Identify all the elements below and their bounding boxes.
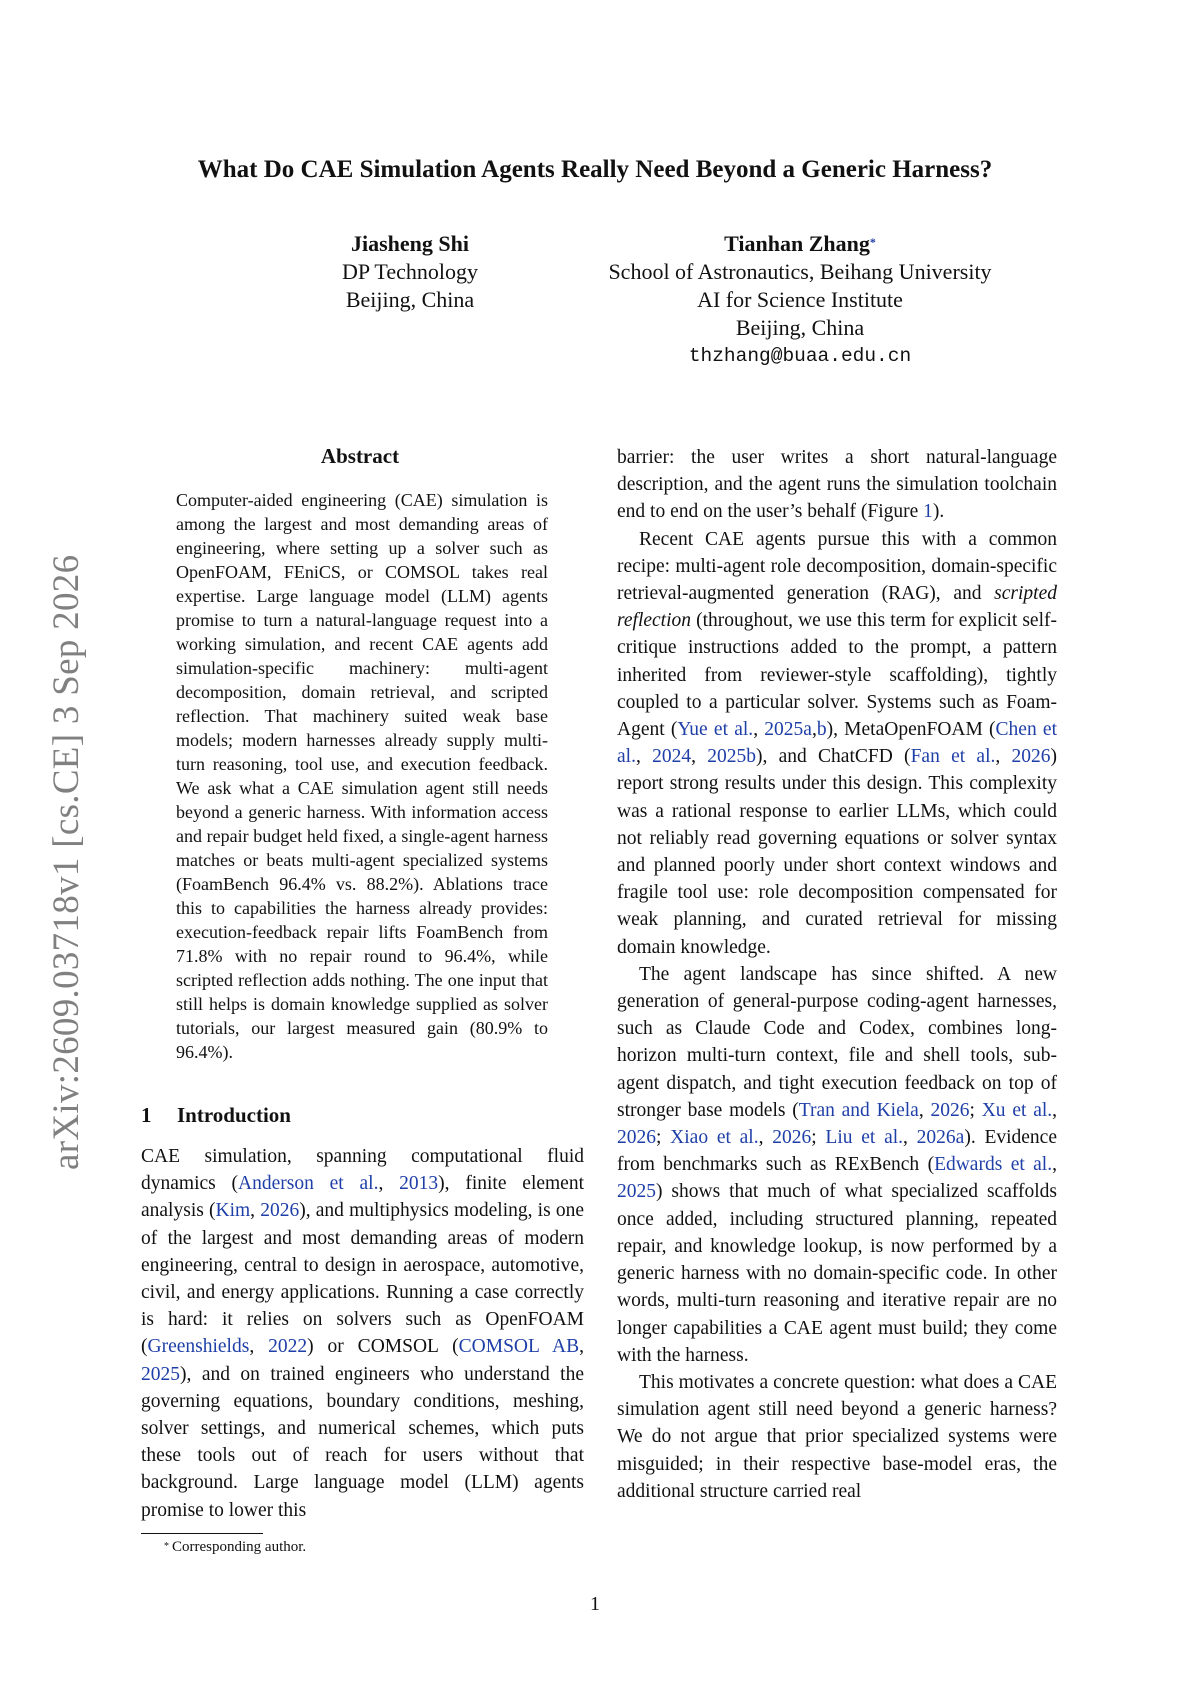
citation-link[interactable]: Yue et al. xyxy=(677,719,754,741)
section-number: 1 xyxy=(141,1103,152,1127)
footnote-mark: * xyxy=(164,1541,169,1552)
corresponding-author-mark[interactable]: * xyxy=(869,235,876,249)
citation-link[interactable]: Anderson et al. xyxy=(238,1173,379,1195)
footnote-text: Corresponding author. xyxy=(172,1539,307,1555)
text-run: ). xyxy=(932,501,945,523)
footnote xyxy=(164,1537,306,1557)
citation-link[interactable]: 2013 xyxy=(399,1173,439,1195)
right-column-text xyxy=(617,444,1057,1505)
citation-link[interactable]: 2025 xyxy=(617,1181,656,1203)
section-title: Introduction xyxy=(177,1103,291,1127)
emphasized-term: scripted reflection xyxy=(617,583,1057,632)
citation-link[interactable]: 2025 xyxy=(141,1363,180,1385)
intro-paragraph xyxy=(141,1143,584,1524)
author-block-1 xyxy=(290,230,530,314)
citation-link[interactable]: Edwards et al. xyxy=(934,1154,1053,1176)
citation-link[interactable]: Chen et al. xyxy=(617,719,1058,768)
paper-title: What Do CAE Simulation Agents Really Need Beyond a Generic Harness? xyxy=(197,156,993,183)
text-run: ). Evidence from benchmarks such as RExBench ( xyxy=(617,1127,1057,1176)
text-run: ; xyxy=(969,1099,982,1121)
text-run: , xyxy=(753,719,765,741)
citation-link[interactable]: Fan et al. xyxy=(910,746,996,768)
author-affiliation: AI for Science Institute xyxy=(697,287,903,312)
citation-link[interactable]: Kim xyxy=(215,1200,251,1222)
text-run: , xyxy=(691,746,708,768)
author-location: Beijing, China xyxy=(345,287,475,312)
text-run: ), and ChatCFD ( xyxy=(755,746,911,768)
text-run: , xyxy=(903,1127,917,1149)
text-run: , xyxy=(579,1336,584,1358)
text-run: barrier: the user writes a short natural-language description, and the agent runs the simulation toolchain end to end on the user’s behalf (Figure xyxy=(617,447,1057,523)
text-run: , xyxy=(635,746,653,768)
citation-link[interactable]: 2026 xyxy=(772,1127,812,1149)
text-run: , xyxy=(1052,1154,1057,1176)
text-run: ), and multiphysics modeling, is one of the largest and most demanding areas of modern engineering, central to design in aerospace, automotive, civil, and energy applications. Running a case correctly is hard: it relies on solvers such as OpenFOAM ( xyxy=(141,1200,585,1358)
text-run: , xyxy=(378,1173,400,1195)
citation-link[interactable]: 2026 xyxy=(1011,746,1051,768)
citation-link[interactable]: Liu et al. xyxy=(825,1127,904,1149)
citation-link[interactable]: 2024 xyxy=(652,746,692,768)
citation-link[interactable]: 2025b xyxy=(707,746,756,768)
arxiv-identifier-sidebar: arXiv:2609.03718v1 [cs.CE] 3 Sep 2026 xyxy=(46,554,87,1170)
citation-link[interactable]: 2022 xyxy=(268,1336,308,1358)
citation-link[interactable]: 2025a xyxy=(764,719,812,741)
text-run: ; xyxy=(656,1127,671,1149)
text-run: Recent CAE agents pursue this with a common recipe: multi-agent role decomposition, domain-specific retrieval-augmented generation (RAG), and xyxy=(617,528,1057,605)
body-paragraph xyxy=(617,961,1057,1369)
text-run: ) report strong results under this design. This complexity was a rational response to earlier LLMs, which could not reliably read governing equations or solver syntax and planned poorly under short context windows and fragile tool use: role decomposition compensated for weak planning, and curated retrieval for missing domain knowledge. xyxy=(617,746,1058,958)
citation-link[interactable]: Tran and Kiela xyxy=(798,1099,919,1121)
text-run: , xyxy=(995,746,1012,768)
author-affiliation: DP Technology xyxy=(342,259,478,284)
body-paragraph: This motivates a concrete question: what does a CAE simulation agent still need beyond a generic harness? We do not argue that prior specialized systems were misguided; in their respective base-model eras, the additional structure carried real xyxy=(617,1371,1057,1502)
citation-link[interactable]: Greenshields xyxy=(147,1336,250,1358)
author-location: Beijing, China xyxy=(735,315,865,340)
text-run: , xyxy=(250,1200,261,1222)
text-run: ) shows that much of what specialized scaffolds once added, including structured planning, repeated repair, and knowledge lookup, is now performed by a generic harness with no domain-specific code. In other words, multi-turn reasoning and iterative repair are no longer capabilities a CAE agent must build; they come with the harness. xyxy=(617,1181,1057,1366)
text-run: ), and on trained engineers who understand the governing equations, boundary conditions, meshing, solver settings, and numerical schemes, which puts these tools out of reach for users without that background. Large language model (LLM) agents promise to lower this xyxy=(141,1363,584,1521)
citation-link[interactable]: 2026 xyxy=(930,1099,970,1121)
text-run: , xyxy=(249,1336,269,1358)
figure-reference-link[interactable]: 1 xyxy=(923,501,933,523)
author-email: thzhang@buaa.edu.cn xyxy=(688,345,912,367)
author-name: Jiasheng Shi xyxy=(351,231,469,256)
text-run: ), MetaOpenFOAM ( xyxy=(826,719,996,741)
text-run: CAE simulation, spanning computational fluid dynamics ( xyxy=(141,1146,584,1195)
citation-link[interactable]: Xu et al. xyxy=(981,1099,1053,1121)
citation-link[interactable]: COMSOL AB xyxy=(458,1336,580,1358)
text-run: (throughout, we use this term for explicit self-critique instructions added to the prompt, a pattern inherited from reviewer-style scaffolding), tightly coupled to a particular solver. Systems such as Foam-Agent ( xyxy=(617,610,1057,741)
citation-link[interactable]: 2026 xyxy=(260,1200,300,1222)
author-affiliation: School of Astronautics, Beihang University xyxy=(608,259,992,284)
text-run: , xyxy=(811,719,817,741)
page-number: 1 xyxy=(590,1593,600,1615)
text-run: ; xyxy=(811,1127,826,1149)
text-run: , xyxy=(1052,1099,1058,1121)
text-run: , xyxy=(918,1099,931,1121)
text-run: , xyxy=(758,1127,773,1149)
citation-link[interactable]: Xiao et al. xyxy=(670,1127,759,1149)
text-run: The agent landscape has since shifted. A new generation of general-purpose coding-agent harnesses, such as Claude Code and Codex, combines long-horizon multi-turn context, file and shell tools, sub-agent dispatch, and tight execution feedback on top of stronger base models ( xyxy=(617,963,1057,1121)
section-heading xyxy=(141,1103,584,1128)
text-run: ), finite element analysis ( xyxy=(141,1173,585,1222)
citation-link[interactable]: 2026 xyxy=(617,1127,656,1149)
abstract-body: Computer-aided engineering (CAE) simulation is among the largest and most demanding areas of engineering, where setting up a solver such as OpenFOAM, FEniCS, or COMSOL takes real expertise. Large language model (LLM) agents promise to turn a natural-language request into a working simulation, and recent CAE agents add simulation-specific machinery: multi-agent decomposition, domain retrieval, and scripted reflection. That machinery suited weak base models; modern harnesses already supply multi-turn reasoning, tool use, and execution feedback. We ask what a CAE simulation agent still needs beyond a generic harness. With information access and repair budget held fixed, a single-agent harness matches or beats multi-agent specialized systems (FoamBench 96.4% vs. 88.2%). Ablations trace this to capabilities the harness already provides: execution-feedback repair lifts FoamBench from 71.8% with no repair round to 96.4%, while scripted reflection adds nothing. The one input that still helps is domain knowledge supplied as solver tutorials, our largest measured gain (80.9% to 96.4%). xyxy=(176,490,548,1062)
abstract-heading: Abstract xyxy=(320,444,400,468)
author-name xyxy=(560,230,1040,258)
body-paragraph xyxy=(617,526,1057,961)
author-name-text: Tianhan Zhang xyxy=(724,231,870,256)
footnote-divider xyxy=(141,1533,263,1534)
text-run: ) or COMSOL ( xyxy=(307,1336,459,1358)
author-block-2 xyxy=(560,230,1040,370)
citation-link[interactable]: 2026a xyxy=(916,1127,965,1149)
body-paragraph xyxy=(617,444,1057,526)
citation-link[interactable]: b xyxy=(816,719,827,741)
